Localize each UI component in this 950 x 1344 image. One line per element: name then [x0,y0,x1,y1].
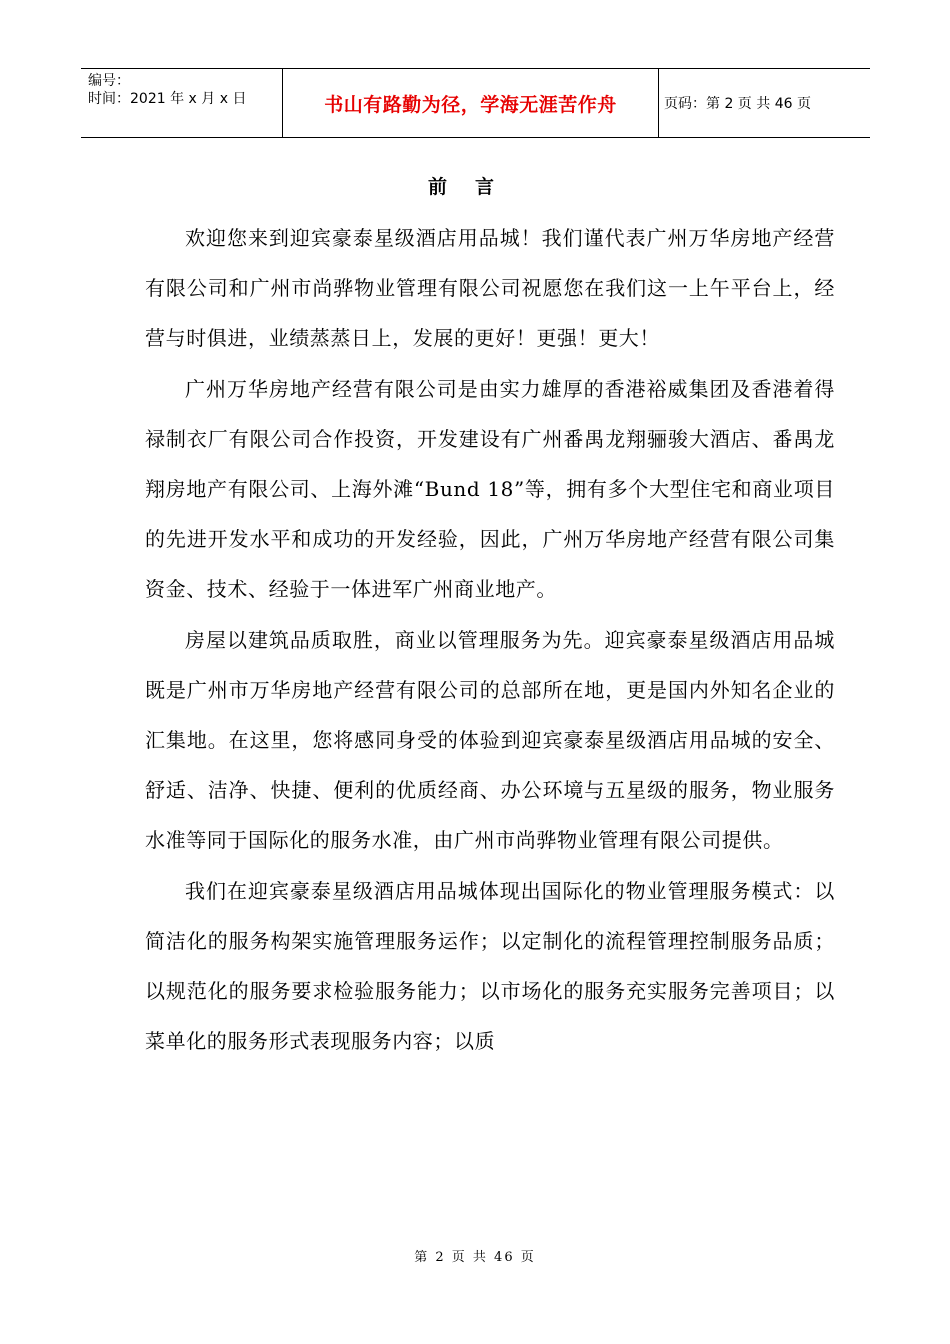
number-label: 编号： [88,73,130,89]
page-title: 前言 [427,176,522,198]
header-meta [81,69,283,137]
header-page-info: 页码：第 2 页 共 46 页 [664,96,811,112]
paragraph: 我们在迎宾豪泰星级酒店用品城体现出国际化的物业管理服务模式：以简洁化的服务构架实施管理服务运作；以定制化的流程管理控制服务品质；以规范化的服务要求检验服务能力；以市场化的服务充实服务完善项目；以菜单化的服务形式表现服务内容；以质 [145,878,835,1054]
page-footer: 第 2 页 共 46 页 [414,1250,536,1265]
paragraph: 房屋以建筑品质取胜，商业以管理服务为先。迎宾豪泰星级酒店用品城既是广州市万华房地产经营有限公司的总部所在地，更是国内外知名企业的汇集地。在这里，您将感同身受的体验到迎宾豪泰星级酒店用品城的安全、舒适、洁净、快捷、便利的优质经商、办公环境与五星级的服务，物业服务水准等同于国际化的服务水准，由广州市尚骅物业管理有限公司提供。 [145,627,835,853]
time-label: 时间：2021 年 x 月 x 日 [88,91,247,107]
page-header [81,68,870,138]
paragraph: 广州万华房地产经营有限公司是由实力雄厚的香港裕威集团及香港着得禄制衣厂有限公司合作投资，开发建设有广州番禺龙翔骊骏大酒店、番禺龙翔房地产有限公司、上海外滩“Bund 18”等，拥有多个大型住宅和商业项目的先进开发水平和成功的开发经验，因此，广州万华房地产经营有限公司集资金、技术、经验于一体进军广州商业地产。 [145,376,835,602]
document-body [145,213,835,1066]
header-motto: 书山有路勤为径，学海无涯苦作舟 [283,69,659,137]
paragraph: 欢迎您来到迎宾豪泰星级酒店用品城！我们谨代表广州万华房地产经营有限公司和广州市尚骅物业管理有限公司祝愿您在我们这一上午平台上，经营与时俱进，业绩蒸蒸日上，发展的更好！更强！更大！ [145,226,835,351]
